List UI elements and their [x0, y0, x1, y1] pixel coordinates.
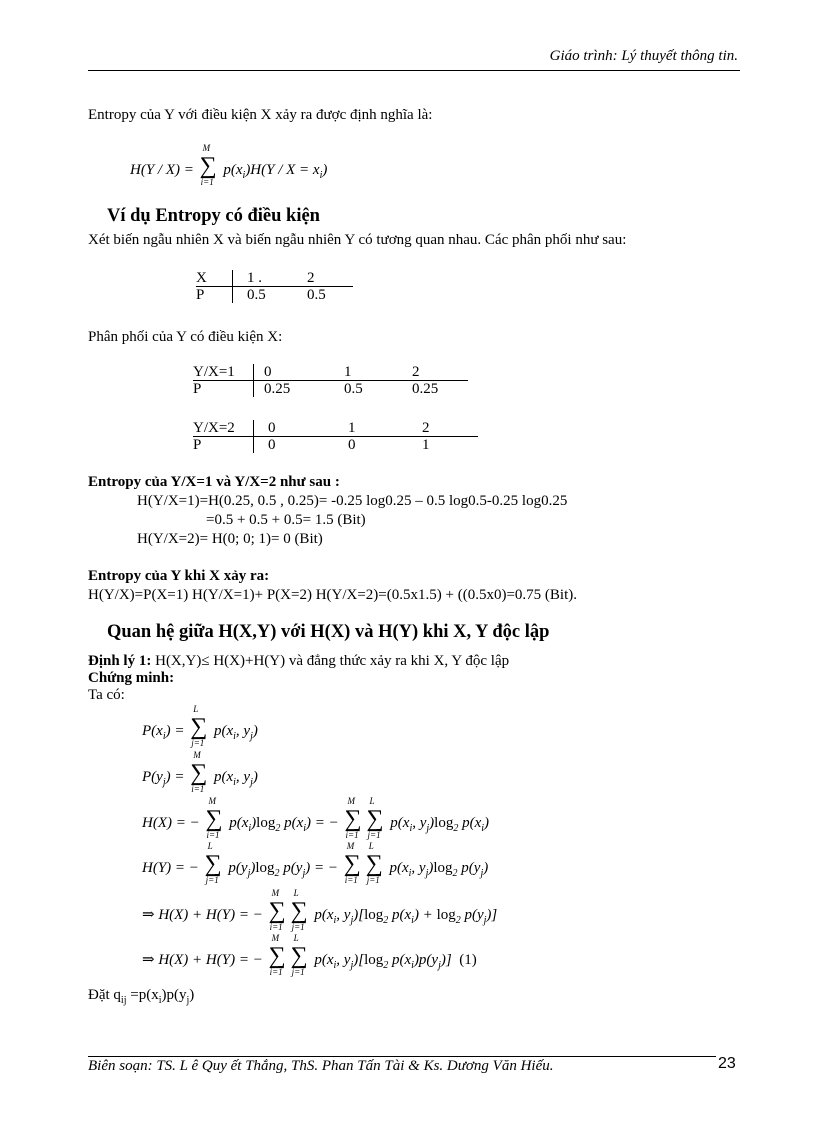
entropy-y-line: H(Y/X)=P(X=1) H(Y/X=1)+ P(X=2) H(Y/X=2)=(0.5x1.5) + ((0.5x0)=0.75 (Bit).	[88, 587, 577, 603]
table-x-distribution: X 1 . 2 P 0.5 0.5	[196, 270, 353, 303]
table-y-given-x1: Y/X=1 0 1 2 P 0.25 0.5 0.25	[193, 364, 468, 397]
eq-marginal-y: $P(y_j)$ = ∑ M i=1 $p(x_i$, $y_j$)	[142, 750, 258, 794]
eq-marginal-x: $P(x_i)$ = ∑ L j=1 $p(x_i$, $y_j$)	[142, 704, 258, 748]
sum-icon: ∑ L j=1	[290, 933, 308, 977]
taco-label: Ta có:	[88, 687, 125, 703]
intro-text: Entropy của Y với điều kiện X xảy ra được định nghĩa là:	[88, 107, 433, 123]
header-title: Giáo trình: Lý thuyết thông tin.	[549, 48, 738, 64]
entropy-calc-line1: H(Y/X=1)=H(0.25, 0.5 , 0.25)= -0.25 log0.25 – 0.5 log0.5-0.25 log0.25	[137, 493, 568, 509]
define-q: Đặt $q_{ij} =p(x_i)p(y_j)$	[88, 987, 195, 1006]
sum-icon: ∑ M i=1	[344, 796, 362, 840]
sum-icon: ∑ M i=1	[343, 841, 361, 885]
entropy-calc-heading: Entropy của Y/X=1 và Y/X=2 như sau :	[88, 474, 340, 490]
section-heading-independence: Quan hệ giữa H(X,Y) với H(X) và H(Y) khi X, Y độc lập	[107, 622, 550, 642]
eq-entropy-y: H(Y) = − ∑ L j=1 $p(y_j)\log_2$ $p(y_j)$ = − ∑ M i=1 ∑ L j=1 $p(x_i$, $y_j)\log_2$ $p(y_j)$	[142, 841, 489, 885]
sum-icon: ∑ L j=1	[365, 841, 383, 885]
sum-icon: ∑ L j=1	[366, 796, 384, 840]
sum-icon: ∑ M i=1	[268, 933, 286, 977]
footer-rule	[88, 1056, 716, 1057]
table-y-given-x2: Y/X=2 0 1 2 P 0 0 1	[193, 420, 478, 453]
theorem-line: Định lý 1: H(X,Y)≤ H(X)+H(Y) và đẳng thức xảy ra khi X, Y độc lập	[88, 653, 510, 669]
cond-dist-label: Phân phối của Y có điều kiện X:	[88, 329, 283, 345]
footer-credit: Biên soạn: TS. L ê Quy ết Thắng, ThS. Phan Tấn Tài & Ks. Dương Văn Hiếu.	[88, 1058, 554, 1074]
section-example-text: Xét biến ngẫu nhiên X và biến ngẫu nhiên Y có tương quan nhau. Các phân phối như sau:	[88, 232, 627, 248]
sum-icon: ∑ L j=1	[204, 841, 222, 885]
entropy-y-heading: Entropy của Y khi X xảy ra:	[88, 568, 270, 584]
sum-icon: ∑ L j=1	[190, 704, 208, 748]
sum-icon: ∑ M i=1	[190, 750, 208, 794]
sum-icon: ∑ M i=1	[205, 796, 223, 840]
entropy-calc-line2: =0.5 + 0.5 + 0.5= 1.5 (Bit)	[206, 512, 366, 528]
sum-icon: ∑ M i=1	[199, 143, 217, 187]
entropy-calc-line3: H(Y/X=2)= H(0; 0; 1)= 0 (Bit)	[137, 531, 323, 547]
eq-entropy-x: H(X) = − ∑ M i=1 $p(x_i)\log_2$ $p(x_i)$ = − ∑ M i=1 ∑ L j=1 $p(x_i$, $y_j)\log_2$ $p(x_i)$	[142, 796, 490, 840]
section-heading-example: Ví dụ Entropy có điều kiện	[107, 206, 320, 226]
formula-conditional-entropy: H(Y / X) = ∑ M i=1 $p(x_i)H(Y / X = x_i)$	[130, 143, 328, 187]
page-number: 23	[718, 1055, 736, 1072]
sum-icon: ∑ M i=1	[268, 888, 286, 932]
eq-sum-entropies: ⇒ H(X) + H(Y) = − ∑ M i=1 ∑ L j=1 $p(x_i$, $y_j)[\log_2$ $p(x_i) + \log_2 p(y_j)$]	[142, 888, 498, 932]
eq-sum-entropies-product: ⇒ H(X) + H(Y) = − ∑ M i=1 ∑ L j=1 $p(x_i$, $y_j)[\log_2$ $p(x_i)p(y_j)$] (1)	[142, 933, 477, 977]
proof-label: Chứng minh:	[88, 670, 175, 686]
header-rule	[88, 70, 740, 71]
sum-icon: ∑ L j=1	[290, 888, 308, 932]
